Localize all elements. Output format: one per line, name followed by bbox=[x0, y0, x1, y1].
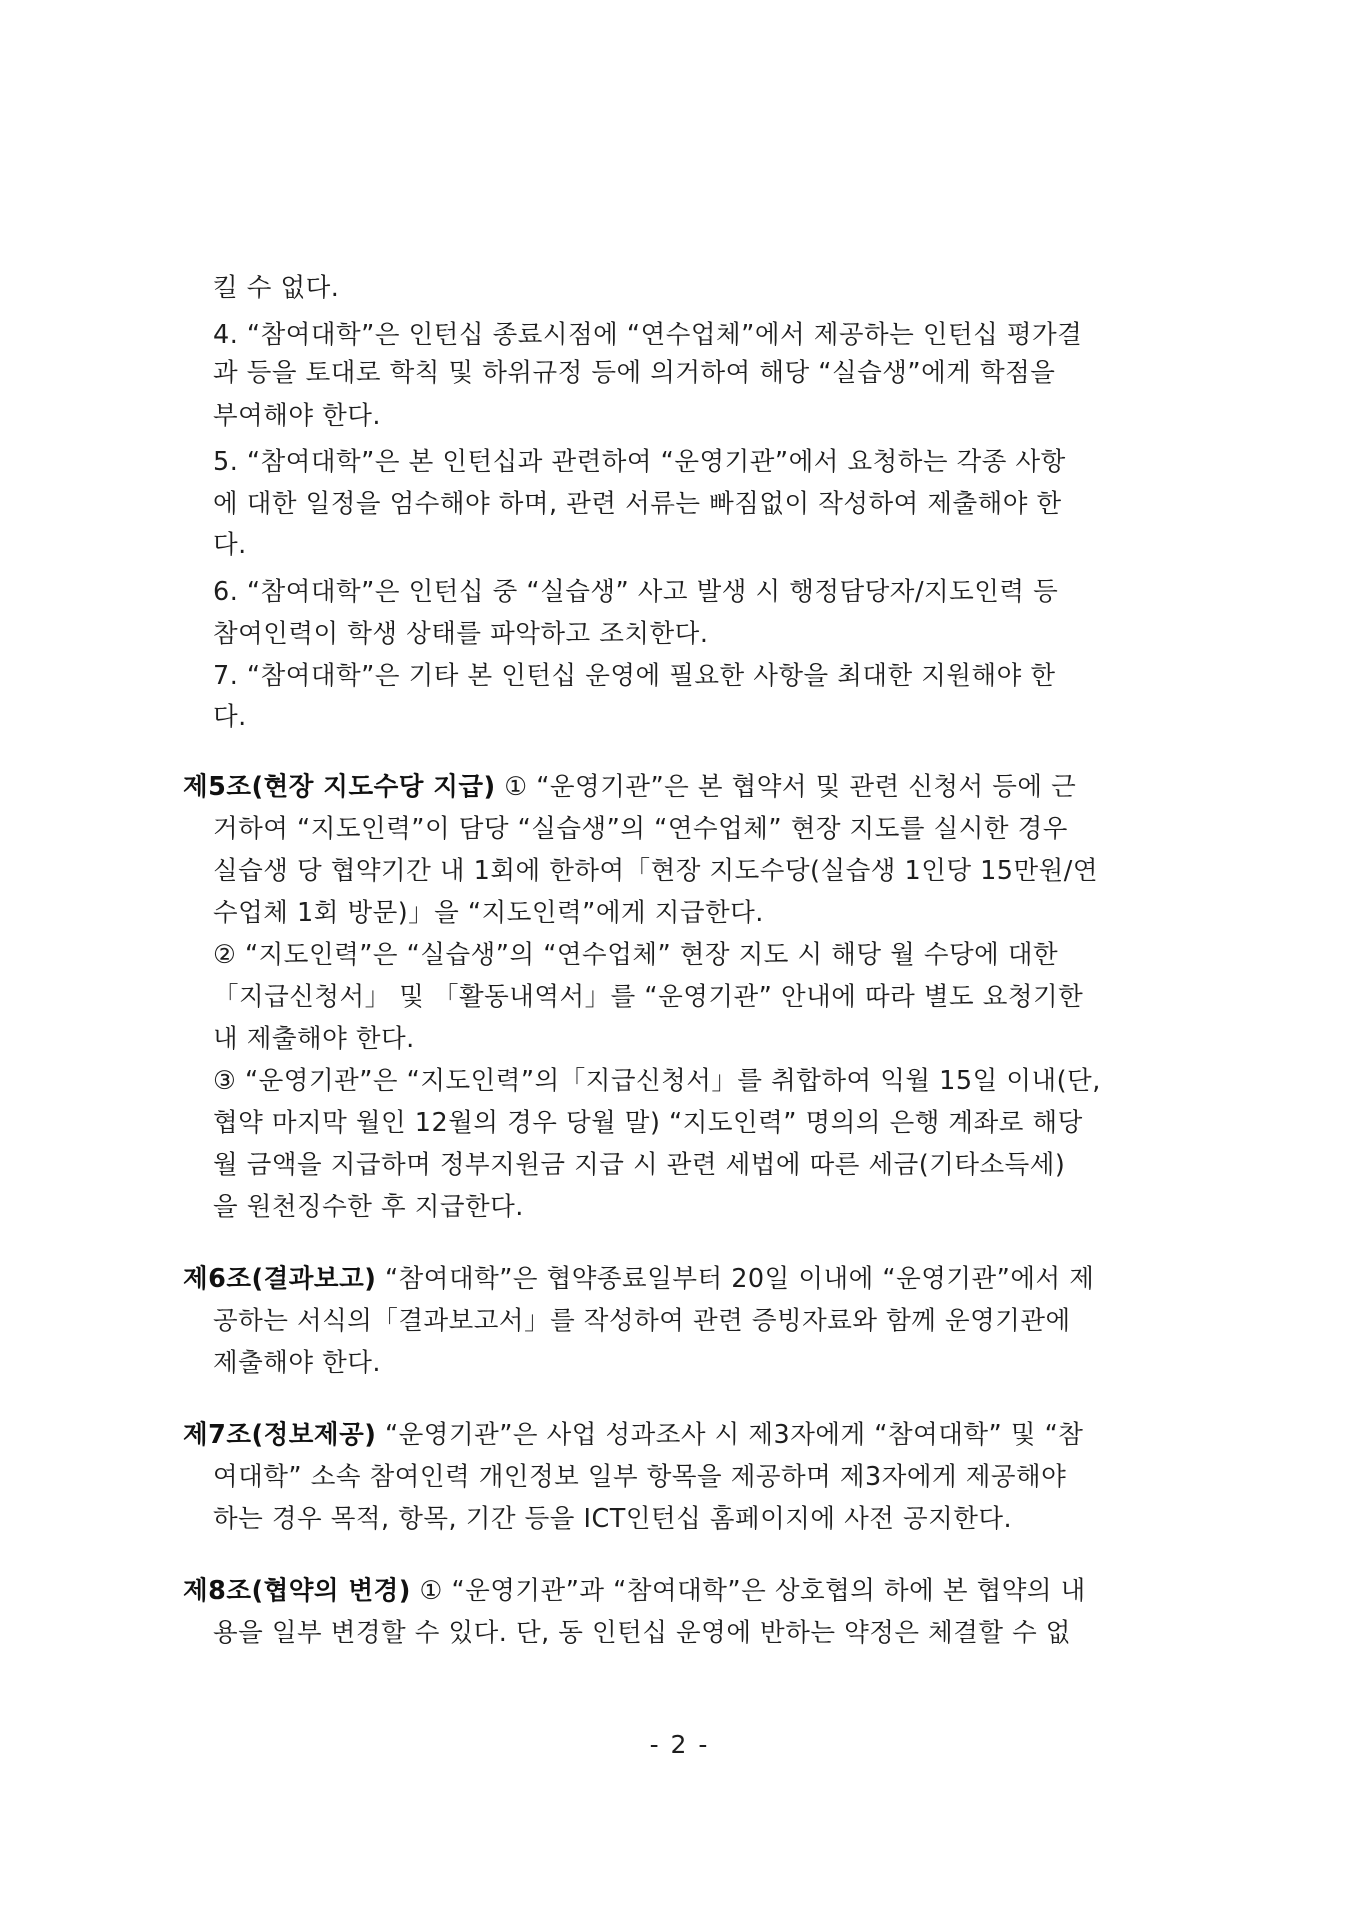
article-8-heading: 제8조(협약의 변경) bbox=[183, 1576, 411, 1606]
text-line: 참여인력이 학생 상태를 파악하고 조치한다. bbox=[213, 619, 709, 649]
article-5-text: ① “운영기관”은 본 협약서 및 관련 신청서 등에 근 bbox=[495, 772, 1077, 802]
text-line: 다. bbox=[213, 530, 247, 560]
article-8-first-line bbox=[183, 1574, 1086, 1608]
text-line: 실습생 당 협약기간 내 1회에 한하여「현장 지도수당(실습생 1인당 15만원/연 bbox=[213, 856, 1099, 886]
text-line: 용을 일부 변경할 수 있다. 단, 동 인턴십 운영에 반하는 약정은 체결할 수 없 bbox=[213, 1618, 1071, 1648]
text-line: 공하는 서식의「결과보고서」를 작성하여 관련 증빙자료와 함께 운영기관에 bbox=[213, 1306, 1071, 1336]
text-line: 하는 경우 목적, 항목, 기간 등을 ICT인턴십 홈페이지에 사전 공지한다. bbox=[213, 1504, 1013, 1534]
text-line: 과 등을 토대로 학칙 및 하위규정 등에 의거하여 해당 “실습생”에게 학점을 bbox=[213, 358, 1056, 388]
text-line: 4. “참여대학”은 인턴십 종료시점에 “연수업체”에서 제공하는 인턴십 평가결 bbox=[213, 320, 1083, 350]
text-line: 을 원천징수한 후 지급한다. bbox=[213, 1192, 524, 1222]
text-line: 내 제출해야 한다. bbox=[213, 1024, 415, 1054]
text-line: ② “지도인력”은 “실습생”의 “연수업체” 현장 지도 시 해당 월 수당에 대한 bbox=[213, 940, 1059, 970]
article-8-text: ① “운영기관”과 “참여대학”은 상호협의 하에 본 협약의 내 bbox=[410, 1576, 1086, 1606]
text-line: 월 금액을 지급하며 정부지원금 지급 시 관련 세법에 따른 세금(기타소득세) bbox=[213, 1150, 1066, 1180]
text-line: 킬 수 없다. bbox=[213, 273, 340, 303]
page-number: - 2 - bbox=[649, 1730, 710, 1759]
article-7-heading: 제7조(정보제공) bbox=[183, 1420, 377, 1450]
text-line: 「지급신청서」 및 「활동내역서」를 “운영기관” 안내에 따라 별도 요청기한 bbox=[213, 982, 1084, 1012]
article-6-heading: 제6조(결과보고) bbox=[183, 1264, 377, 1294]
article-6-first-line bbox=[183, 1262, 1094, 1296]
text-line: 부여해야 한다. bbox=[213, 401, 382, 431]
text-line: 에 대한 일정을 엄수해야 하며, 관련 서류는 빠짐없이 작성하여 제출해야 한 bbox=[213, 489, 1062, 519]
text-line: ③ “운영기관”은 “지도인력”의「지급신청서」를 취합하여 익월 15일 이내(단, bbox=[213, 1066, 1101, 1096]
article-6-text: “참여대학”은 협약종료일부터 20일 이내에 “운영기관”에서 제 bbox=[376, 1264, 1095, 1294]
article-7-text: “운영기관”은 사업 성과조사 시 제3자에게 “참여대학” 및 “참 bbox=[376, 1420, 1084, 1450]
article-5-first-line bbox=[183, 770, 1076, 804]
text-line: 제출해야 한다. bbox=[213, 1348, 382, 1378]
article-5-heading: 제5조(현장 지도수당 지급) bbox=[183, 772, 496, 802]
text-line: 5. “참여대학”은 본 인턴십과 관련하여 “운영기관”에서 요청하는 각종 사항 bbox=[213, 447, 1066, 477]
text-line: 수업체 1회 방문)」을 “지도인력”에게 지급한다. bbox=[213, 898, 764, 928]
text-line: 거하여 “지도인력”이 담당 “실습생”의 “연수업체” 현장 지도를 실시한 경우 bbox=[213, 814, 1068, 844]
text-line: 협약 마지막 월인 12월의 경우 당월 말) “지도인력” 명의의 은행 계좌로 해당 bbox=[213, 1108, 1083, 1138]
text-line: 여대학” 소속 참여인력 개인정보 일부 항목을 제공하며 제3자에게 제공해야 bbox=[213, 1462, 1067, 1492]
text-line: 6. “참여대학”은 인턴십 중 “실습생” 사고 발생 시 행정담당자/지도인력 등 bbox=[213, 577, 1059, 607]
text-line: 다. bbox=[213, 702, 247, 732]
article-7-first-line bbox=[183, 1418, 1083, 1452]
text-line: 7. “참여대학”은 기타 본 인턴십 운영에 필요한 사항을 최대한 지원해야 한 bbox=[213, 661, 1056, 691]
